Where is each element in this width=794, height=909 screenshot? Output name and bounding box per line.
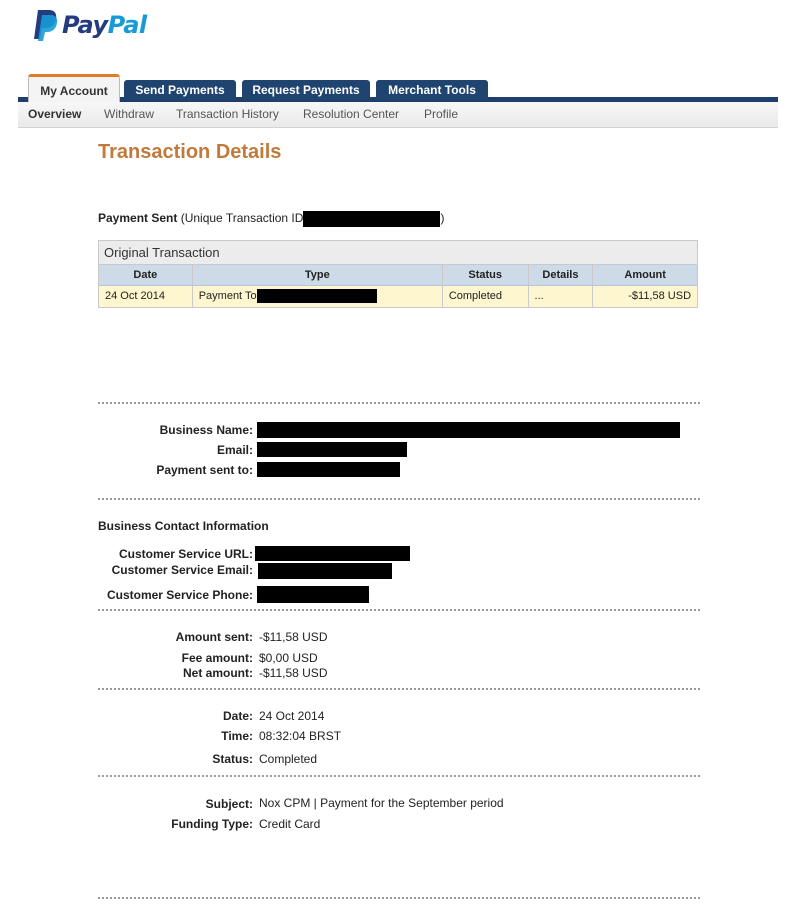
section-divider — [98, 498, 700, 500]
tab-merchant-tools[interactable]: Merchant Tools — [376, 80, 488, 100]
date-value: 24 Oct 2014 — [259, 709, 325, 723]
main-tabs — [18, 74, 778, 102]
fee-amount-label: Fee amount: — [181, 651, 253, 665]
customer-service-email-label: Customer Service Email: — [111, 563, 253, 577]
table-caption: Original Transaction — [99, 241, 697, 265]
contact-section-title: Business Contact Information — [98, 519, 269, 533]
redacted-recipient — [257, 289, 377, 303]
column-header-details: Details — [529, 265, 594, 285]
net-amount-value: -$11,58 USD — [259, 666, 328, 680]
subnav-transaction-history[interactable]: Transaction History — [176, 107, 279, 121]
business-name-label: Business Name: — [159, 423, 253, 437]
sub-navigation — [18, 102, 778, 128]
subnav-profile[interactable]: Profile — [424, 107, 459, 121]
column-header-amount: Amount — [624, 269, 666, 281]
section-divider — [98, 609, 700, 611]
subnav-resolution-center[interactable]: Resolution Center — [303, 107, 400, 121]
paypal-wordmark — [62, 11, 147, 39]
section-divider — [98, 775, 700, 777]
table-header-row — [99, 265, 697, 286]
redacted-business-name — [257, 422, 680, 438]
time-label: Time: — [221, 729, 253, 743]
paypal-p-icon — [32, 9, 58, 41]
business-email-label: Email: — [216, 443, 253, 457]
subject-value: Nox CPM | Payment for the September period — [259, 796, 504, 810]
cell-type — [193, 286, 443, 307]
transaction-id-prefix: (Unique Transaction ID — [180, 211, 304, 226]
funding-type-value: Credit Card — [259, 817, 321, 831]
column-header-date: Date — [99, 265, 193, 285]
tab-send-payments[interactable]: Send Payments — [124, 80, 236, 100]
redacted-transaction-id — [303, 211, 440, 227]
table-row — [99, 286, 697, 307]
redacted-business-email — [257, 442, 407, 457]
subject-label: Subject: — [205, 797, 253, 811]
cell-status: Completed — [443, 286, 529, 307]
section-divider — [98, 897, 700, 899]
wordmark-pal: Pal — [107, 11, 147, 39]
status-value: Completed — [259, 752, 318, 766]
payment-sent-line — [98, 211, 444, 227]
page-title: Transaction Details — [98, 141, 282, 163]
cell-amount: -$11,58 USD — [628, 290, 692, 302]
transaction-id-suffix: ) — [440, 211, 445, 226]
subnav-overview[interactable]: Overview — [28, 107, 82, 121]
funding-type-label: Funding Type: — [171, 817, 253, 831]
customer-service-url-label: Customer Service URL: — [118, 547, 253, 561]
customer-service-phone-label: Customer Service Phone: — [106, 588, 253, 602]
time-value: 08:32:04 BRST — [259, 729, 342, 743]
net-amount-label: Net amount: — [183, 666, 253, 680]
wordmark-pay: Pay — [62, 11, 108, 39]
column-header-type: Type — [193, 265, 443, 285]
payment-sent-label: Payment Sent — [98, 211, 178, 226]
cell-date: 24 Oct 2014 — [99, 286, 193, 307]
fee-amount-value: $0,00 USD — [259, 651, 318, 665]
transaction-table — [98, 240, 698, 308]
tab-request-payments[interactable]: Request Payments — [242, 80, 370, 100]
column-header-status: Status — [443, 265, 529, 285]
redacted-customer-service-url — [255, 546, 410, 561]
type-prefix: Payment To — [198, 290, 257, 302]
redacted-customer-service-phone — [257, 586, 369, 603]
section-divider — [98, 688, 700, 690]
date-label: Date: — [222, 709, 253, 723]
payment-sent-to-label: Payment sent to: — [156, 463, 253, 477]
section-divider — [98, 402, 700, 404]
redacted-payment-sent-to — [257, 462, 400, 477]
subnav-withdraw[interactable]: Withdraw — [104, 107, 155, 121]
cell-details[interactable]: ... — [529, 286, 594, 307]
tab-my-account[interactable]: My Account — [28, 74, 120, 102]
amount-sent-value: -$11,58 USD — [259, 630, 328, 644]
redacted-customer-service-email — [258, 563, 392, 579]
paypal-logo[interactable] — [32, 8, 147, 42]
amount-sent-label: Amount sent: — [175, 630, 253, 644]
status-label: Status: — [212, 752, 253, 766]
